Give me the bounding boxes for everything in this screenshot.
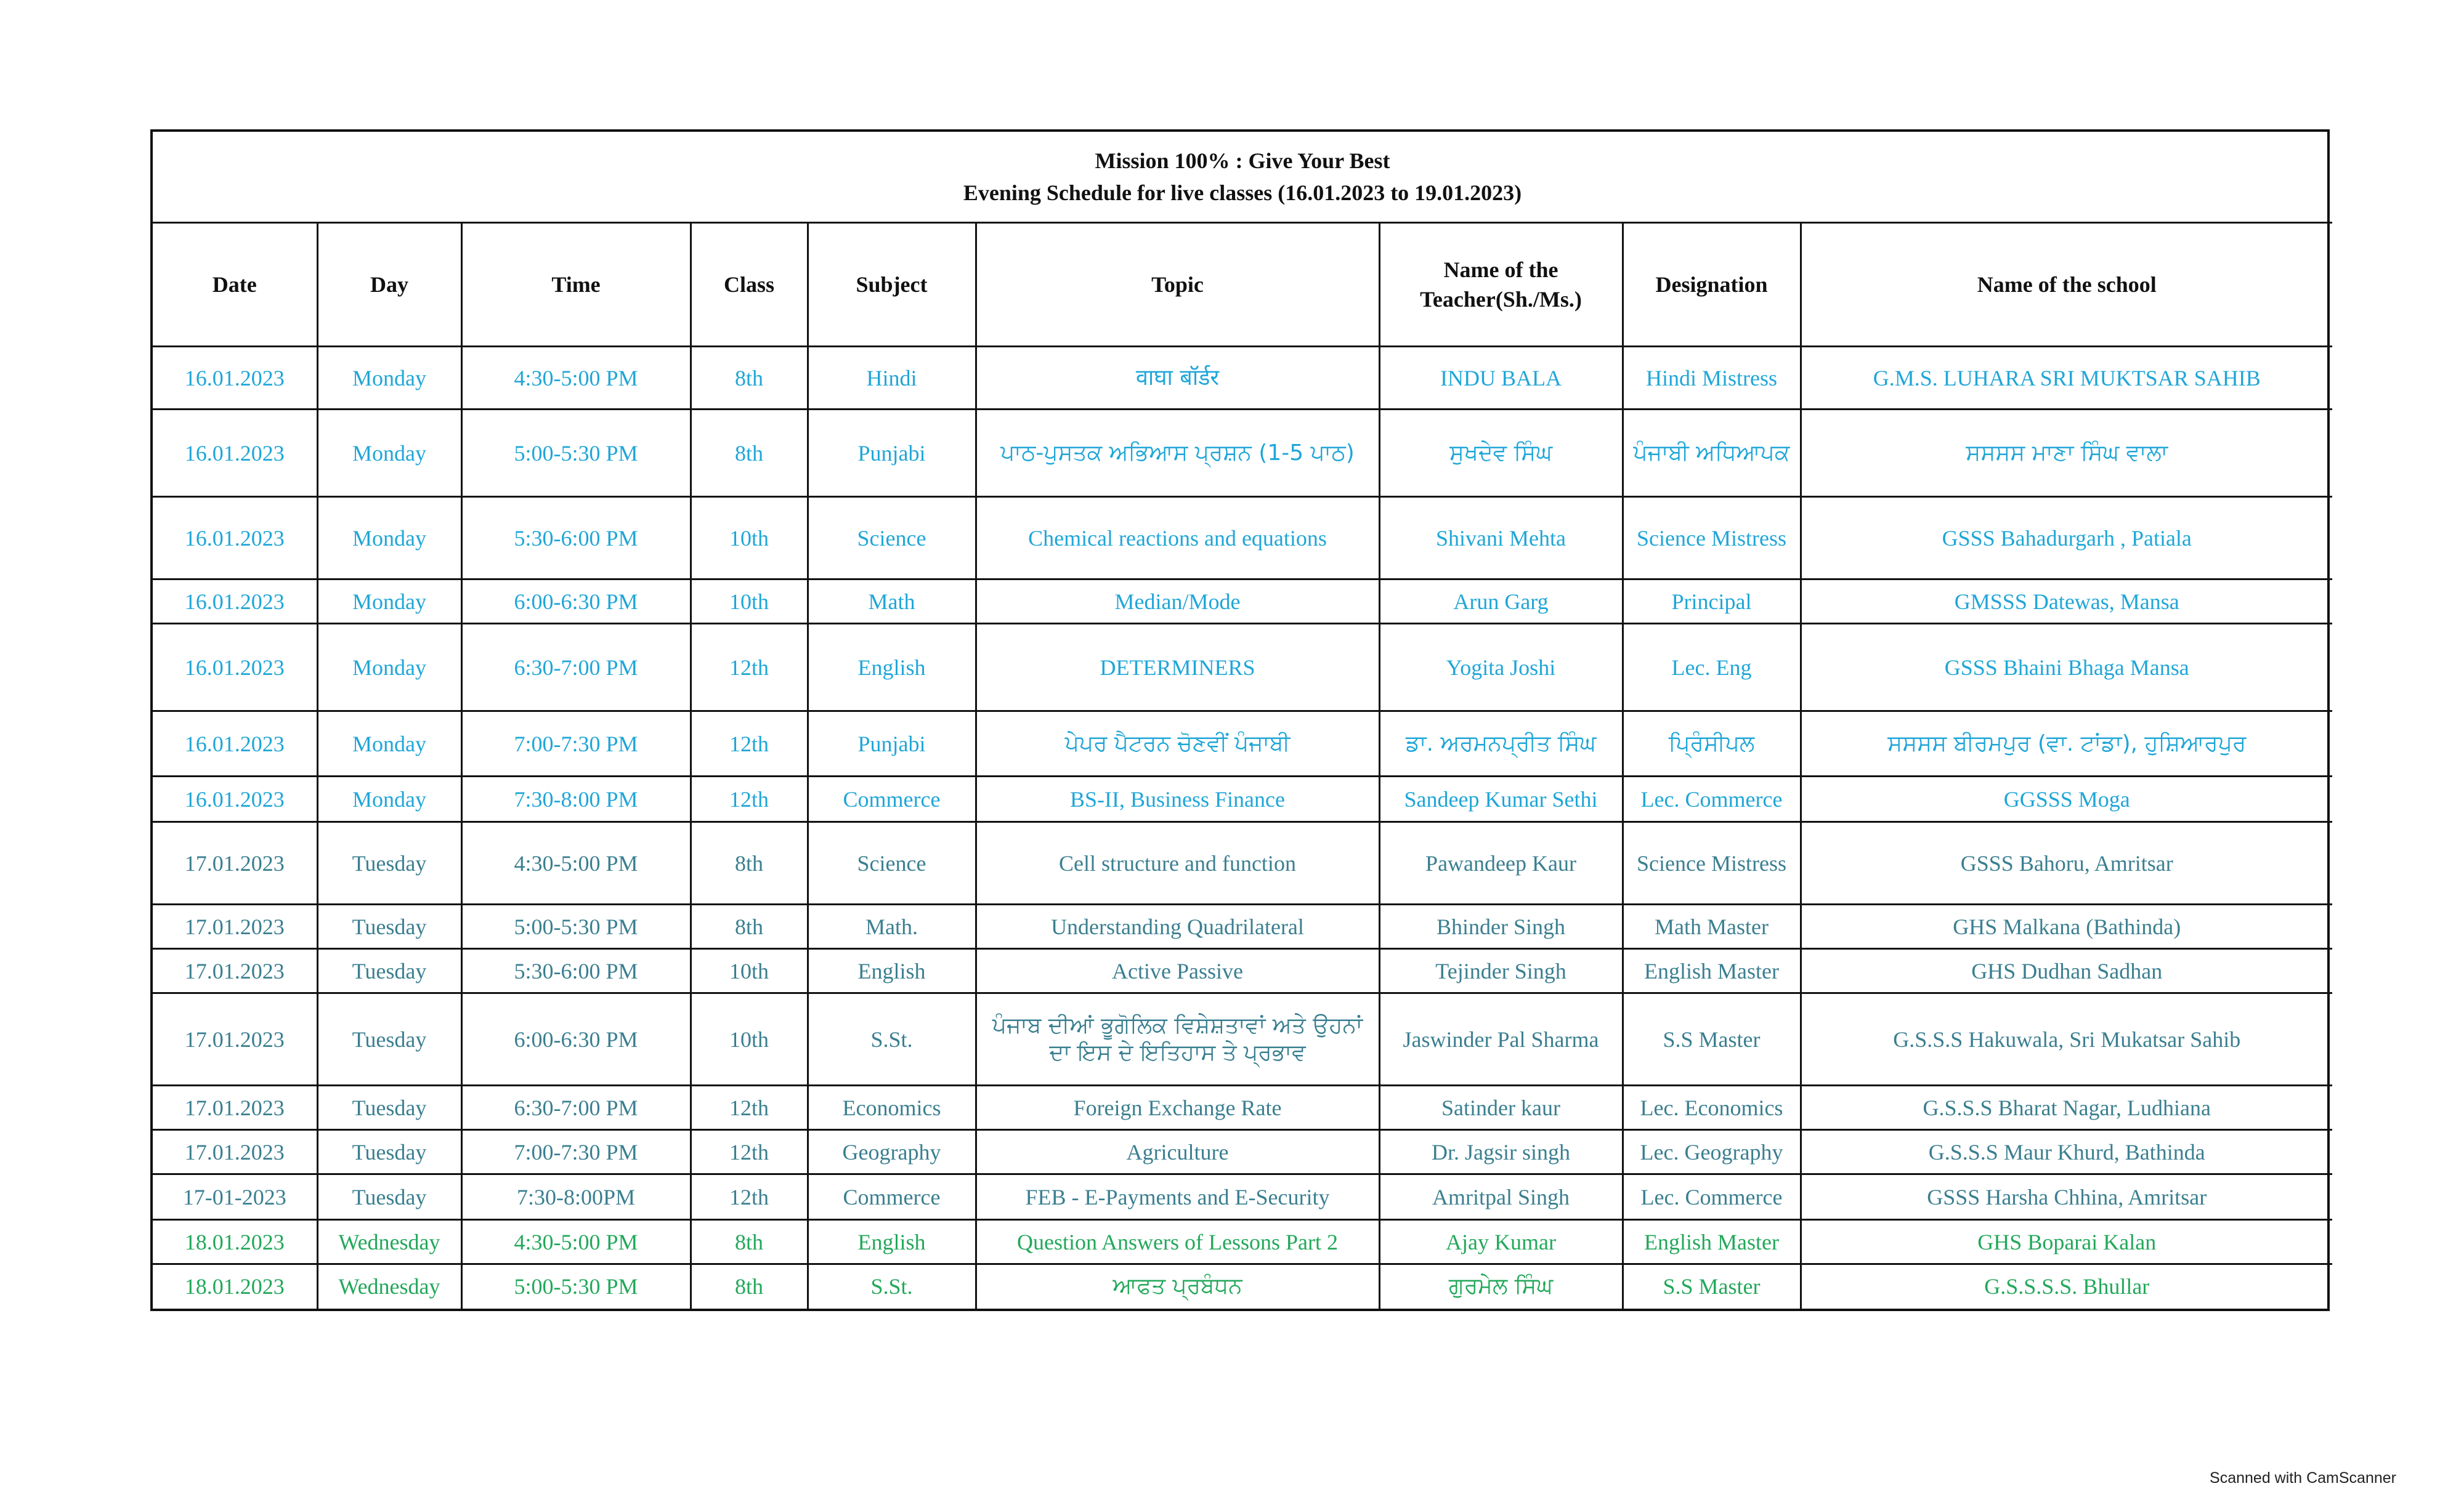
cell-school: GSSS Bahadurgarh , Patiala xyxy=(1801,497,2332,579)
cell-topic: Cell structure and function xyxy=(976,822,1379,905)
cell-designation: Science Mistress xyxy=(1623,497,1801,579)
cell-class: 8th xyxy=(691,1220,808,1264)
table-header-row xyxy=(153,223,2332,347)
cell-time: 5:00-5:30 PM xyxy=(461,410,691,497)
table-row xyxy=(153,711,2332,777)
cell-school: GSSS Bahoru, Amritsar xyxy=(1801,822,2332,905)
cell-teacher: Amritpal Singh xyxy=(1379,1174,1623,1220)
table-row xyxy=(153,1130,2332,1174)
cell-school: GMSSS Datewas, Mansa xyxy=(1801,579,2332,624)
cell-date: 17.01.2023 xyxy=(153,905,317,949)
cell-topic: ਪੇਪਰ ਪੈਟਰਨ ਚੋਣਵੀਂ ਪੰਜਾਬੀ xyxy=(976,711,1379,777)
cell-designation: Lec. Geography xyxy=(1623,1130,1801,1174)
cell-school: ਸਸਸਸ ਮਾਣਾ ਸਿੰਘ ਵਾਲਾ xyxy=(1801,410,2332,497)
cell-subject: Commerce xyxy=(808,777,976,822)
cell-designation: English Master xyxy=(1623,1220,1801,1264)
cell-topic: Agriculture xyxy=(976,1130,1379,1174)
cell-day: Monday xyxy=(317,579,461,624)
cell-date: 16.01.2023 xyxy=(153,579,317,624)
cell-subject: Math xyxy=(808,579,976,624)
document-title xyxy=(153,132,2332,223)
header-time: Time xyxy=(461,223,691,347)
cell-time: 6:00-6:30 PM xyxy=(461,993,691,1086)
cell-teacher: Jaswinder Pal Sharma xyxy=(1379,993,1623,1086)
header-school: Name of the school xyxy=(1801,223,2332,347)
schedule-body xyxy=(153,347,2332,1309)
cell-time: 5:00-5:30 PM xyxy=(461,1264,691,1309)
cell-class: 10th xyxy=(691,993,808,1086)
cell-designation: ਪ੍ਰਿੰਸੀਪਲ xyxy=(1623,711,1801,777)
table-row xyxy=(153,1086,2332,1130)
cell-topic: Question Answers of Lessons Part 2 xyxy=(976,1220,1379,1264)
cell-day: Tuesday xyxy=(317,822,461,905)
cell-subject: English xyxy=(808,624,976,711)
cell-date: 16.01.2023 xyxy=(153,497,317,579)
cell-teacher: Tejinder Singh xyxy=(1379,949,1623,993)
cell-time: 5:30-6:00 PM xyxy=(461,949,691,993)
title-line-1: Mission 100% : Give Your Best xyxy=(1095,148,1390,173)
cell-day: Wednesday xyxy=(317,1264,461,1309)
cell-school: G.S.S.S Maur Khurd, Bathinda xyxy=(1801,1130,2332,1174)
title-line-2: Evening Schedule for live classes (16.01.2023 to 19.01.2023) xyxy=(963,180,1522,205)
cell-designation: Hindi Mistress xyxy=(1623,347,1801,410)
cell-topic: ਪੰਜਾਬ ਦੀਆਂ ਭੂਗੋਲਿਕ ਵਿਸ਼ੇਸ਼ਤਾਵਾਂ ਅਤੇ ਉਹਨਾਂ ਦਾ ਇਸ ਦੇ ਇਤਿਹਾਸ ਤੇ ਪ੍ਰਭਾਵ xyxy=(976,993,1379,1086)
cell-class: 8th xyxy=(691,347,808,410)
cell-subject: S.St. xyxy=(808,993,976,1086)
cell-subject: Math. xyxy=(808,905,976,949)
cell-class: 12th xyxy=(691,1130,808,1174)
cell-time: 6:00-6:30 PM xyxy=(461,579,691,624)
cell-designation: S.S Master xyxy=(1623,993,1801,1086)
table-row xyxy=(153,497,2332,579)
cell-day: Monday xyxy=(317,497,461,579)
cell-day: Monday xyxy=(317,624,461,711)
cell-date: 17-01-2023 xyxy=(153,1174,317,1220)
cell-subject: Science xyxy=(808,822,976,905)
cell-class: 12th xyxy=(691,777,808,822)
cell-designation: Science Mistress xyxy=(1623,822,1801,905)
cell-day: Monday xyxy=(317,777,461,822)
cell-topic: ਪਾਠ-ਪੁਸਤਕ ਅਭਿਆਸ ਪ੍ਰਸ਼ਨ (1-5 ਪਾਠ) xyxy=(976,410,1379,497)
cell-topic: Chemical reactions and equations xyxy=(976,497,1379,579)
cell-date: 17.01.2023 xyxy=(153,1086,317,1130)
cell-day: Tuesday xyxy=(317,993,461,1086)
cell-time: 7:30-8:00PM xyxy=(461,1174,691,1220)
cell-time: 7:30-8:00 PM xyxy=(461,777,691,822)
table-row xyxy=(153,1264,2332,1309)
cell-date: 16.01.2023 xyxy=(153,624,317,711)
header-class: Class xyxy=(691,223,808,347)
cell-school: G.S.S.S Hakuwala, Sri Mukatsar Sahib xyxy=(1801,993,2332,1086)
cell-date: 17.01.2023 xyxy=(153,993,317,1086)
cell-day: Tuesday xyxy=(317,905,461,949)
cell-class: 12th xyxy=(691,711,808,777)
cell-day: Monday xyxy=(317,711,461,777)
cell-topic: Median/Mode xyxy=(976,579,1379,624)
table-row xyxy=(153,1174,2332,1220)
header-teacher: Name of the Teacher(Sh./Ms.) xyxy=(1379,223,1623,347)
cell-class: 10th xyxy=(691,579,808,624)
cell-teacher: Pawandeep Kaur xyxy=(1379,822,1623,905)
cell-school: G.S.S.S.S. Bhullar xyxy=(1801,1264,2332,1309)
cell-date: 17.01.2023 xyxy=(153,949,317,993)
table-row xyxy=(153,1220,2332,1264)
cell-teacher: ਸੁਖਦੇਵ ਸਿੰਘ xyxy=(1379,410,1623,497)
table-row xyxy=(153,347,2332,410)
cell-topic: DETERMINERS xyxy=(976,624,1379,711)
cell-time: 4:30-5:00 PM xyxy=(461,1220,691,1264)
cell-subject: Punjabi xyxy=(808,410,976,497)
cell-day: Tuesday xyxy=(317,1174,461,1220)
cell-school: G.S.S.S Bharat Nagar, Ludhiana xyxy=(1801,1086,2332,1130)
cell-school: GGSSS Moga xyxy=(1801,777,2332,822)
cell-date: 18.01.2023 xyxy=(153,1220,317,1264)
cell-class: 12th xyxy=(691,1086,808,1130)
cell-subject: Geography xyxy=(808,1130,976,1174)
header-day: Day xyxy=(317,223,461,347)
cell-time: 4:30-5:00 PM xyxy=(461,347,691,410)
table-row xyxy=(153,579,2332,624)
cell-class: 8th xyxy=(691,905,808,949)
cell-time: 7:00-7:30 PM xyxy=(461,711,691,777)
cell-topic: Active Passive xyxy=(976,949,1379,993)
cell-class: 12th xyxy=(691,624,808,711)
cell-class: 10th xyxy=(691,497,808,579)
cell-school: GSSS Harsha Chhina, Amritsar xyxy=(1801,1174,2332,1220)
cell-school: G.M.S. LUHARA SRI MUKTSAR SAHIB xyxy=(1801,347,2332,410)
cell-date: 16.01.2023 xyxy=(153,410,317,497)
cell-school: GHS Boparai Kalan xyxy=(1801,1220,2332,1264)
cell-subject: English xyxy=(808,949,976,993)
cell-day: Tuesday xyxy=(317,1086,461,1130)
cell-day: Monday xyxy=(317,410,461,497)
cell-teacher: Yogita Joshi xyxy=(1379,624,1623,711)
cell-teacher: Ajay Kumar xyxy=(1379,1220,1623,1264)
cell-topic: वाघा बॉर्डर xyxy=(976,347,1379,410)
cell-designation: Lec. Commerce xyxy=(1623,777,1801,822)
cell-topic: FEB - E-Payments and E-Security xyxy=(976,1174,1379,1220)
cell-time: 6:30-7:00 PM xyxy=(461,1086,691,1130)
cell-designation: Lec. Eng xyxy=(1623,624,1801,711)
schedule-table xyxy=(153,132,2332,1309)
cell-teacher: Satinder kaur xyxy=(1379,1086,1623,1130)
table-row xyxy=(153,777,2332,822)
header-subject: Subject xyxy=(808,223,976,347)
header-designation: Designation xyxy=(1623,223,1801,347)
table-row xyxy=(153,993,2332,1086)
cell-designation: S.S Master xyxy=(1623,1264,1801,1309)
cell-time: 4:30-5:00 PM xyxy=(461,822,691,905)
cell-subject: English xyxy=(808,1220,976,1264)
cell-subject: S.St. xyxy=(808,1264,976,1309)
cell-class: 8th xyxy=(691,1264,808,1309)
cell-day: Wednesday xyxy=(317,1220,461,1264)
cell-time: 6:30-7:00 PM xyxy=(461,624,691,711)
cell-subject: Economics xyxy=(808,1086,976,1130)
cell-teacher: Sandeep Kumar Sethi xyxy=(1379,777,1623,822)
cell-date: 18.01.2023 xyxy=(153,1264,317,1309)
table-row xyxy=(153,822,2332,905)
cell-designation: Math Master xyxy=(1623,905,1801,949)
table-row xyxy=(153,949,2332,993)
cell-subject: Science xyxy=(808,497,976,579)
cell-teacher: ਡਾ. ਅਰਮਨਪ੍ਰੀਤ ਸਿੰਘ xyxy=(1379,711,1623,777)
cell-time: 5:30-6:00 PM xyxy=(461,497,691,579)
cell-time: 7:00-7:30 PM xyxy=(461,1130,691,1174)
schedule-sheet xyxy=(150,129,2330,1311)
header-topic: Topic xyxy=(976,223,1379,347)
cell-designation: Lec. Commerce xyxy=(1623,1174,1801,1220)
cell-designation: Lec. Economics xyxy=(1623,1086,1801,1130)
cell-class: 8th xyxy=(691,410,808,497)
cell-school: ਸਸਸਸ ਬੀਰਮਪੁਰ (ਵਾ. ਟਾਂਡਾ), ਹੁਸ਼ਿਆਰਪੁਰ xyxy=(1801,711,2332,777)
table-row xyxy=(153,624,2332,711)
cell-date: 16.01.2023 xyxy=(153,347,317,410)
cell-topic: Foreign Exchange Rate xyxy=(976,1086,1379,1130)
cell-school: GSSS Bhaini Bhaga Mansa xyxy=(1801,624,2332,711)
cell-date: 16.01.2023 xyxy=(153,711,317,777)
cell-school: GHS Dudhan Sadhan xyxy=(1801,949,2332,993)
cell-topic: Understanding Quadrilateral xyxy=(976,905,1379,949)
cell-school: GHS Malkana (Bathinda) xyxy=(1801,905,2332,949)
cell-teacher: INDU BALA xyxy=(1379,347,1623,410)
cell-time: 5:00-5:30 PM xyxy=(461,905,691,949)
cell-teacher: Bhinder Singh xyxy=(1379,905,1623,949)
cell-designation: English Master xyxy=(1623,949,1801,993)
cell-teacher: Arun Garg xyxy=(1379,579,1623,624)
cell-topic: BS-II, Business Finance xyxy=(976,777,1379,822)
camscanner-note: Scanned with CamScanner xyxy=(2210,1469,2396,1487)
cell-teacher: Dr. Jagsir singh xyxy=(1379,1130,1623,1174)
cell-subject: Commerce xyxy=(808,1174,976,1220)
cell-topic: ਆਫਤ ਪ੍ਰਬੰਧਨ xyxy=(976,1264,1379,1309)
cell-day: Monday xyxy=(317,347,461,410)
cell-day: Tuesday xyxy=(317,1130,461,1174)
cell-designation: ਪੰਜਾਬੀ ਅਧਿਆਪਕ xyxy=(1623,410,1801,497)
header-date: Date xyxy=(153,223,317,347)
cell-date: 16.01.2023 xyxy=(153,777,317,822)
table-row xyxy=(153,410,2332,497)
cell-subject: Hindi xyxy=(808,347,976,410)
table-row xyxy=(153,905,2332,949)
cell-designation: Principal xyxy=(1623,579,1801,624)
cell-class: 10th xyxy=(691,949,808,993)
cell-subject: Punjabi xyxy=(808,711,976,777)
cell-class: 12th xyxy=(691,1174,808,1220)
cell-date: 17.01.2023 xyxy=(153,822,317,905)
cell-class: 8th xyxy=(691,822,808,905)
cell-teacher: Shivani Mehta xyxy=(1379,497,1623,579)
cell-date: 17.01.2023 xyxy=(153,1130,317,1174)
cell-day: Tuesday xyxy=(317,949,461,993)
cell-teacher: ਗੁਰਮੇਲ ਸਿੰਘ xyxy=(1379,1264,1623,1309)
